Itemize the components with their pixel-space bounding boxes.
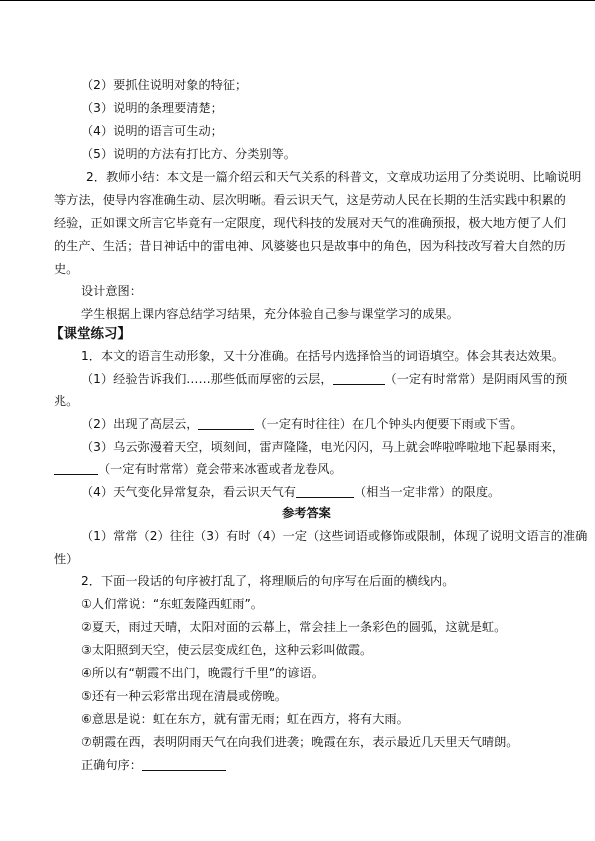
exercise-1-item-3: （3）乌云弥漫着天空，顷刻间，雷声隆隆，电光闪闪，马上就会哗啦哗啦地下起暴雨来， xyxy=(81,440,565,454)
fill-blank-4[interactable] xyxy=(296,483,354,498)
exercise-1-item-1-cont: 兆。 xyxy=(54,394,79,408)
fill-blank-1[interactable] xyxy=(333,370,385,385)
answer-title: 参考答案 xyxy=(282,506,331,520)
sentence-6: ⑥意思是说：虹在东方，就有雷无雨；虹在西方，将有大雨。 xyxy=(81,712,409,726)
summary-point-2: （2）要抓住说明对象的特征； xyxy=(81,78,248,92)
teacher-summary-line-1: 2．教师小结：本文是一篇介绍云和天气关系的科普文，文章成功运用了分类说明、比喻说明 xyxy=(86,170,582,184)
answer-line-2: 性） xyxy=(54,552,79,566)
answer-line-1: （1）常常（2）往往（3）有时（4）一定（这些词语或修饰或限制，体现了说明文语言的准确 xyxy=(81,529,588,543)
exercise-1-prompt: 1．本文的语言生动形象，又十分准确。在括号内选择恰当的词语填空。体会其表达效果。 xyxy=(81,349,565,363)
summary-point-5: （5）说明的方法有打比方、分类别等。 xyxy=(81,147,296,161)
exercise-1-item-3-cont: （一定有时常常）竟会带来冰雹或者龙卷风。 xyxy=(54,460,559,478)
exercise-1-item-4: （4）天气变化异常复杂，看云识天气有 （相当一定非常）的限度。 xyxy=(81,485,501,499)
teacher-summary-line-5: 史。 xyxy=(54,262,79,276)
teacher-summary-line-2: 等方法，使导内容准确生动、层次明晰。看云识天气，这是劳动人民在长期的生活实践中积累的 xyxy=(54,193,566,207)
fill-blank-3[interactable] xyxy=(54,460,98,475)
sentence-4: ④所以有“朝霞不出门，晚霞行千里”的谚语。 xyxy=(81,666,324,680)
design-intent-text: 学生根据上课内容总结学习结果，充分体验自己参与课堂学习的成果。 xyxy=(81,307,459,321)
summary-point-3: （3）说明的条理要清楚； xyxy=(81,101,223,115)
exercise-1-item-2: （2）出现了高层云， （一定有时往往）在几个钟头内便要下雨或下雪。 xyxy=(81,417,523,431)
sentence-3: ③太阳照到天空，使云层变成红色，这种云彩叫做霞。 xyxy=(81,643,373,657)
correct-order-blank[interactable] xyxy=(142,756,226,771)
sentence-7: ⑦朝霞在西，表明阴雨天气在向我们进袭；晚霞在东，表示最近几天里天气晴朗。 xyxy=(81,735,519,749)
correct-order-row: 正确句序： xyxy=(81,756,559,774)
sentence-2: ②夏天，雨过天晴，太阳对面的云幕上，常会挂上一条彩色的圆弧，这就是虹。 xyxy=(81,620,507,634)
section-title-class-exercise: 【课堂练习】 xyxy=(50,326,131,342)
sentence-1: ①人们常说：“东虹轰隆西虹雨”。 xyxy=(81,597,263,611)
page-top-rule xyxy=(0,0,595,1)
teacher-summary-line-3: 经验，正如课文所言它毕竟有一定限度，现代科技的发展对天气的准确预报，极大地方便了人们 xyxy=(54,216,566,230)
summary-point-4: （4）说明的语言可生动； xyxy=(81,124,223,138)
teacher-summary-line-4: 的生产、生活；昔日神话中的雷电神、风婆婆也只是故事中的角色，因为科技改写着大自然的历 xyxy=(54,239,566,253)
exercise-1-item-1: （1）经验告诉我们……那些低而厚密的云层， （一定有时常常）是阴雨风雪的预 xyxy=(81,372,568,386)
fill-blank-2[interactable] xyxy=(198,415,254,430)
sentence-5: ⑤还有一种云彩常出现在清晨或傍晚。 xyxy=(81,689,287,703)
exercise-2-prompt: 2．下面一段话的句序被打乱了，将理顺后的句序写在后面的横线内。 xyxy=(81,574,455,588)
design-intent-label: 设计意图： xyxy=(81,284,142,298)
